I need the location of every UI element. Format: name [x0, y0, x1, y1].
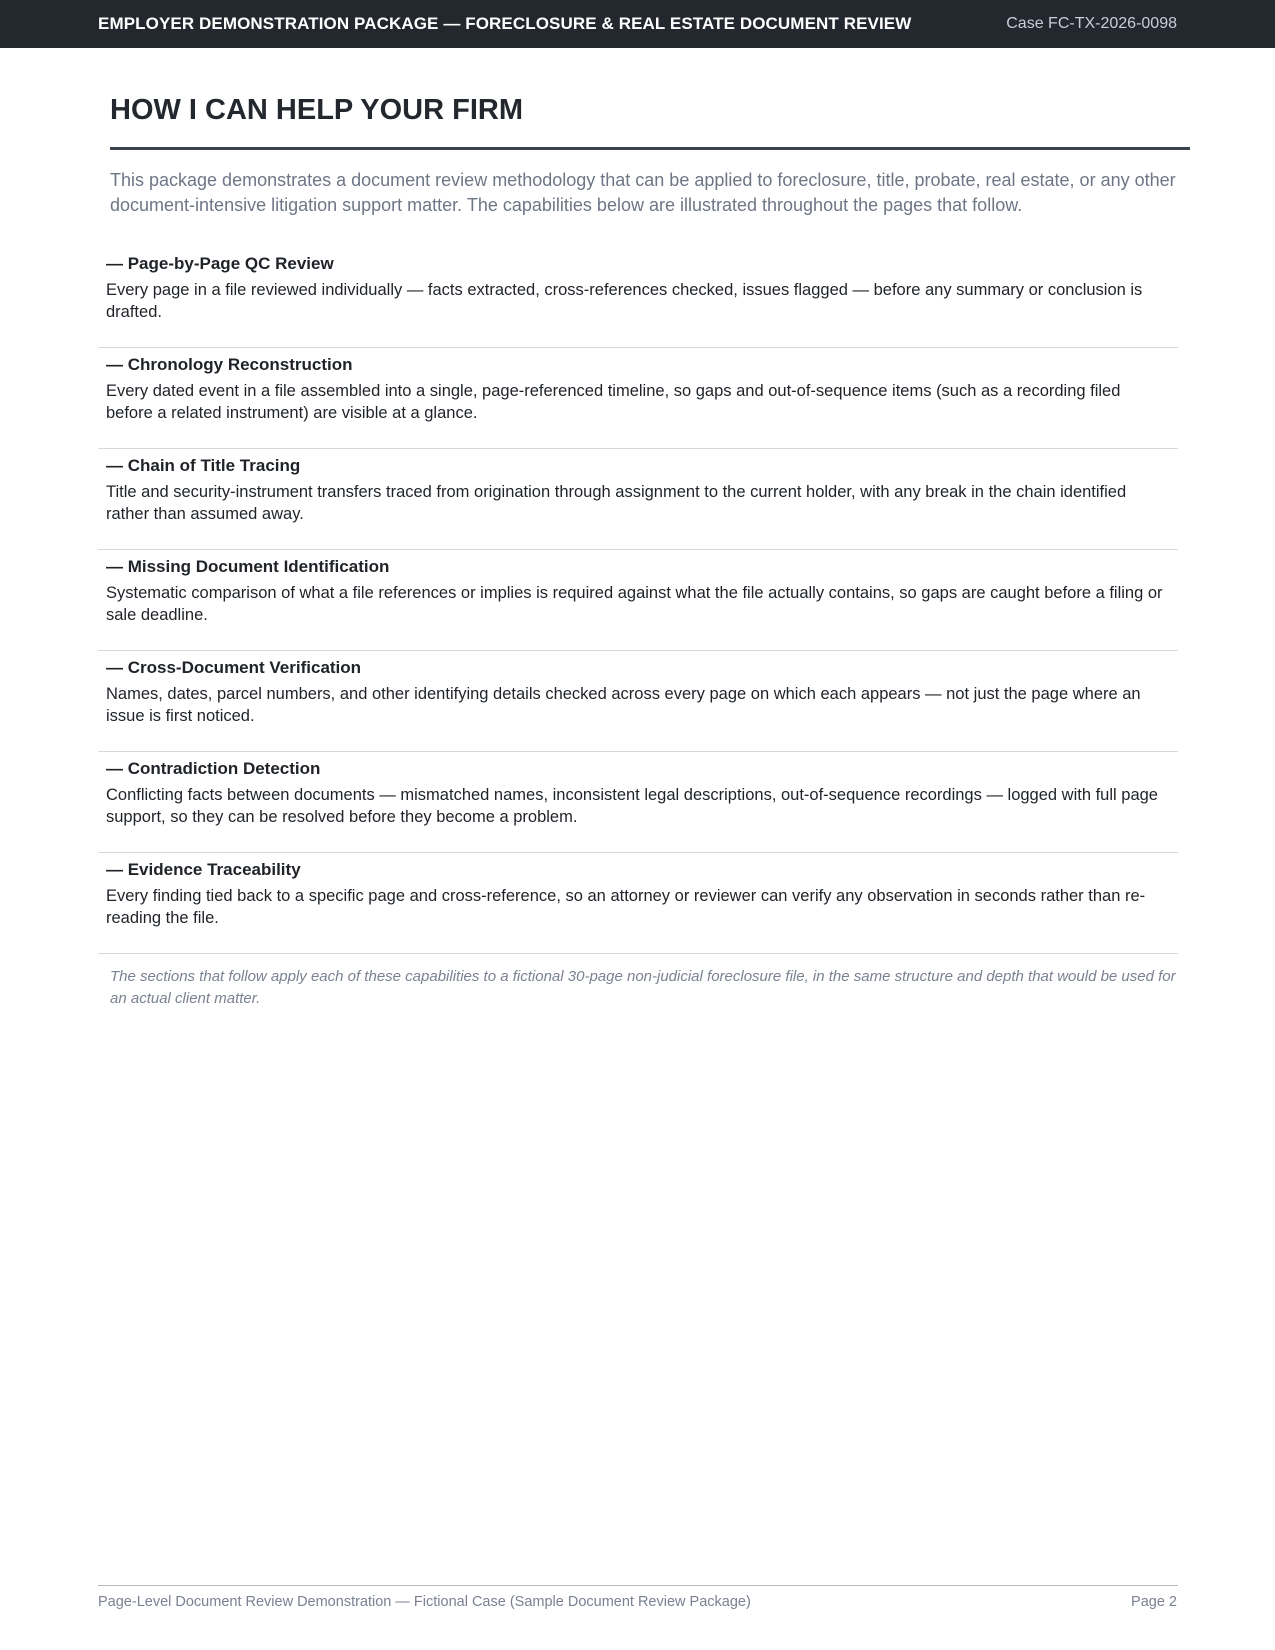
closing-note: The sections that follow apply each of these capabilities to a fictional 30-page non-judicial foreclosure file, in the same structure and depth that would be used for an actual client matter. — [110, 968, 1176, 1007]
intro-paragraph: This package demonstrates a document review methodology that can be applied to foreclosure, title, probate, real estate, or any other document-intensive litigation support matter. The capabilities below are illustrated throughout the pages that follow. — [110, 170, 1176, 215]
capability-item — [98, 853, 1178, 954]
capability-title: — Page-by-Page QC Review — [106, 254, 334, 273]
page-number: Page 2 — [1131, 1594, 1177, 1610]
capability-item — [98, 348, 1178, 449]
case-number: Case FC-TX-2026-0098 — [1006, 15, 1177, 32]
capability-item — [98, 449, 1178, 550]
capability-title: — Chronology Reconstruction — [106, 355, 353, 374]
footer-divider — [98, 1585, 1178, 1586]
header-title: EMPLOYER DEMONSTRATION PACKAGE — FORECLOSURE & REAL ESTATE DOCUMENT REVIEW — [98, 14, 912, 33]
page-title: HOW I CAN HELP YOUR FIRM — [110, 94, 523, 126]
capabilities-list — [98, 247, 1178, 954]
title-divider — [110, 147, 1190, 150]
capability-title: — Missing Document Identification — [106, 557, 390, 576]
capability-description: Conflicting facts between documents — mismatched names, inconsistent legal descriptions, out-of-sequence recordings — logged with full page support, so they can be resolved before they become a problem. — [106, 786, 1158, 826]
capability-title: — Cross-Document Verification — [106, 658, 362, 677]
capability-item — [98, 247, 1178, 348]
capability-description: Title and security-instrument transfers traced from origination through assignment to the current holder, with any break in the chain identified rather than assumed away. — [106, 483, 1127, 523]
capability-title: — Evidence Traceability — [106, 860, 301, 879]
header-bar — [0, 0, 1275, 48]
capability-description: Every page in a file reviewed individually — facts extracted, cross-references checked, issues flagged — before any summary or conclusion is drafted. — [106, 281, 1143, 321]
capability-description: Systematic comparison of what a file references or implies is required against what the file actually contains, so gaps are caught before a filing or sale deadline. — [106, 584, 1163, 624]
capability-description: Every finding tied back to a specific page and cross-reference, so an attorney or reviewer can verify any observation in seconds rather than re-reading the file. — [106, 887, 1146, 927]
capability-title: — Contradiction Detection — [106, 759, 321, 778]
footer-text: Page-Level Document Review Demonstration — Fictional Case (Sample Document Review Package) — [98, 1594, 751, 1610]
capability-item — [98, 651, 1178, 752]
capability-description: Names, dates, parcel numbers, and other identifying details checked across every page on which each appears — not just the page where an issue is first noticed. — [106, 685, 1141, 725]
capability-item — [98, 752, 1178, 853]
capability-title: — Chain of Title Tracing — [106, 456, 301, 475]
capability-item — [98, 550, 1178, 651]
capability-description: Every dated event in a file assembled into a single, page-referenced timeline, so gaps and out-of-sequence items (such as a recording filed before a related instrument) are visible at a glance. — [106, 382, 1121, 422]
